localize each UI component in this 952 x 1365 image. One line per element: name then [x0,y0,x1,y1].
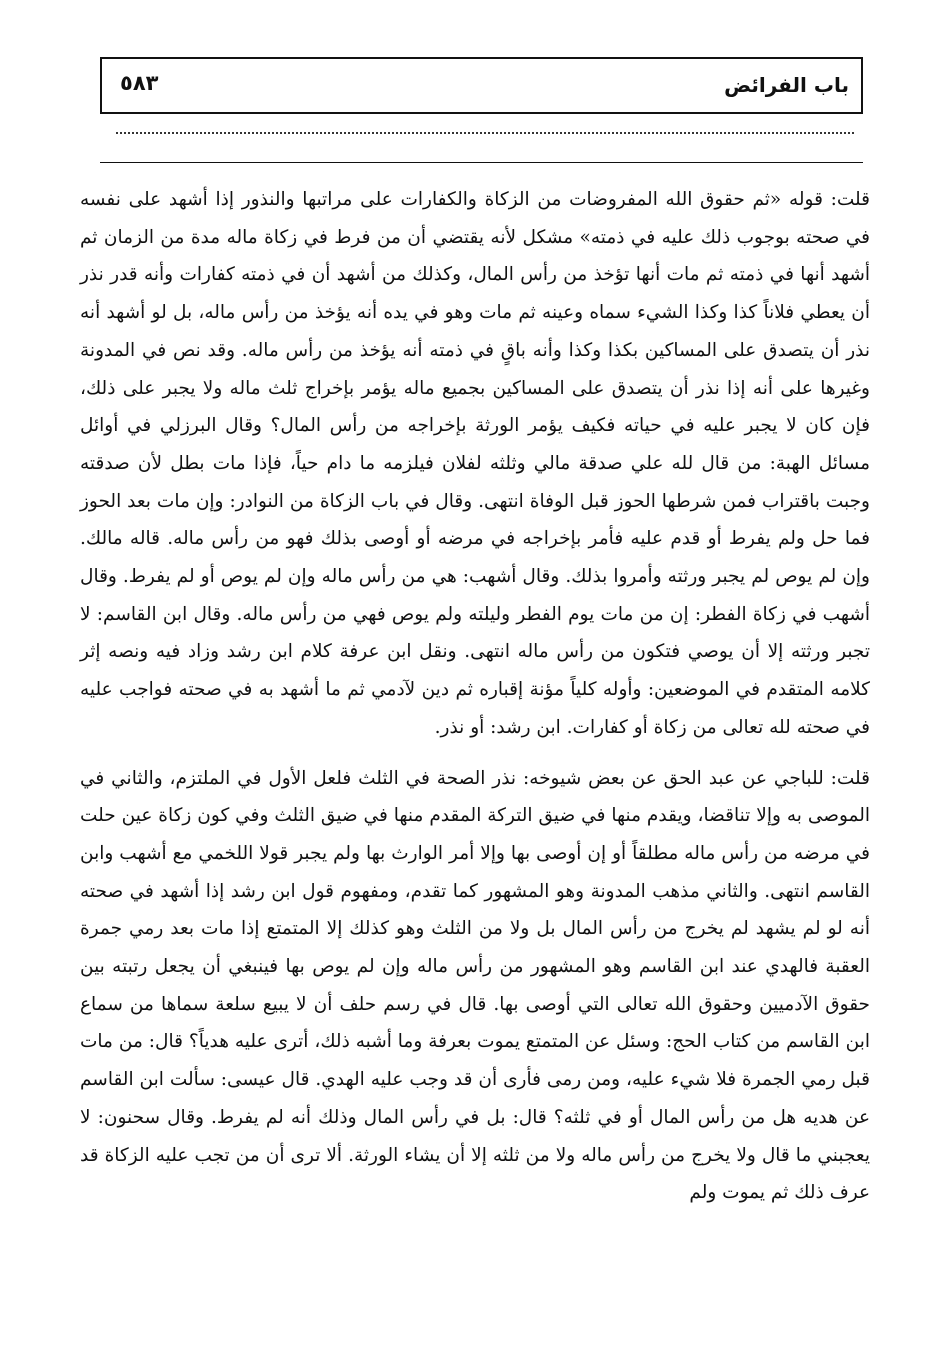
chapter-title: باب الفرائض [724,73,849,97]
dotted-divider [116,132,854,134]
paragraph-2: قلت: للباجي عن عبد الحق عن بعض شيوخه: نذر الصحة في الثلث فلعل الأول في الملتزم، والثاني في الموصى به وإلا تناقضا، ويقدم منها في ضيق التركة المقدم منها في ضيق الثلث وفي كون زكاة عين حلت في مرضه من رأس ماله مطلقاً أو إن أوصى بها وإلا أمر الوارث بها ولم يجبر قولا اللخمي مع أشهب وابن القاسم انتهى. والثاني مذهب المدونة وهو المشهور كما تقدم، ومفهوم قول ابن رشد إذا أشهد في صحته أنه لو لم يشهد لم يخرج من رأس المال بل ولا من الثلث وهو كذلك إلا المتمتع إذا مات بعد رمي جمرة العقبة فالهدي عند ابن القاسم وهو المشهور من رأس ماله وإن لم يوص بها فينبغي أن يجعل رتبته بين حقوق الآدميين وحقوق الله تعالى التي أوصى بها. قال في رسم حلف أن لا يبيع سلعة سماها من سماع ابن القاسم من كتاب الحج: وسئل عن المتمتع يموت بعرفة وما أشبه ذلك، أترى عليه هدياً؟ قال: من مات قبل رمي الجمرة فلا شيء عليه، ومن رمى فأرى أن قد وجب عليه الهدي. قال عيسى: سألت ابن القاسم عن هديه هل من رأس المال أو في ثلثه؟ قال: بل في رأس المال وذلك أنه لم يفرط. وقال سحنون: لا يعجبني ما قال ولا يخرج من رأس ماله ولا من ثلثه إلا أن يشاء الورثة. ألا ترى أن من تجب عليه الزكاة قد عرف ذلك ثم يموت ولم [80,767,870,1204]
header-rule [100,162,863,163]
running-header [100,57,863,114]
paragraph-1: قلت: قوله «ثم حقوق الله المفروضات من الزكاة والكفارات على مراتبها والنذور إذا أشهد على نفسه في صحته بوجوب ذلك عليه في ذمته» مشكل لأنه يقتضي أن من فرط في زكاة ماله مدة من الزمان ثم أشهد أنها في ذمته ثم مات أنها تؤخذ من رأس المال، وكذلك من أشهد أن في ذمته كفارات وأنه قدر نذر أن يعطي فلاناً كذا وكذا الشيء سماه وعينه ثم مات وهو في يده أنه يؤخذ من رأس ماله، بل لو أشهد أنه نذر أن يتصدق على المساكين بكذا وكذا وأنه باقٍ في ذمته أنه يؤخذ من رأس ماله. وقد نص في المدونة وغيرها على أنه إذا نذر أن يتصدق على المساكين بجميع ماله يؤمر بإخراج ثلث ماله ولا يجبر على ذلك، فإن كان لا يجبر عليه في حياته فكيف يؤمر الورثة بإخراجه من رأس المال؟ وقال البرزلي في أوائل مسائل الهبة: من قال لله علي صدقة مالي وثلثه لفلان فيلزمه ما دام حياً، فإذا مات بطل لأن صدقته وجبت باقتراب فمن شرطها الحوز قبل الوفاة انتهى. وقال في باب الزكاة من النوادر: وإن مات بعد الحوز فما حل ولم يفرط أو قدم عليه فأمر بإخراجه في مرضه أو أوصى بذلك فهو من رأس ماله. قاله مالك. وإن لم يوص لم يجبر ورثته وأمروا بذلك. وقال أشهب: هي من رأس ماله وإن لم يوص أو لم يفرط. وقال أشهب في زكاة الفطر: إن من مات يوم الفطر وليلته ولم يوص فهي من رأس ماله. وقال ابن القاسم: لا تجبر ورثته إلا أن يوصي فتكون من رأس ماله انتهى. ونقل ابن عرفة كلام ابن رشد وزاد فيه ونصه إثر كلامه المتقدم في الموضعين: وأوله كلياً مؤنة إقباره ثم دين لآدمي ثم ما أشهد به في صحته فواجب عليه في صحته لله تعالى من زكاة أو كفارات. ابن رشد: أو نذر. [80,189,870,738]
page-number: ٥٨٣ [120,71,159,95]
body-text [80,181,870,1212]
